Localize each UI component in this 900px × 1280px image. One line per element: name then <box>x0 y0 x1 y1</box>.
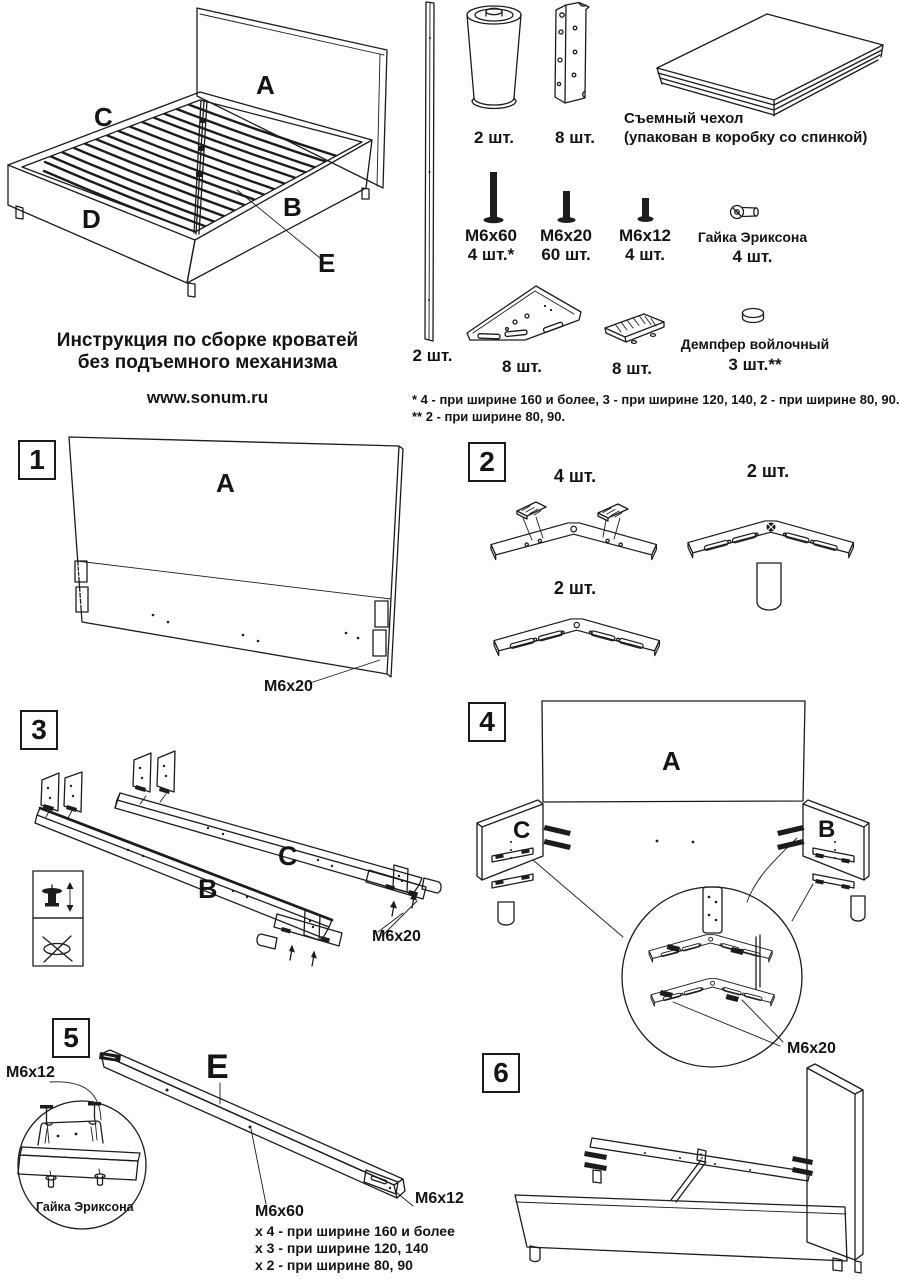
step5-note-line2: х 3 - при ширине 120, 140 <box>255 1240 429 1256</box>
step5-bolt12-left-label: М6х12 <box>6 1064 55 1081</box>
screw-and-leg <box>757 523 781 611</box>
overview-label-d: D <box>82 204 101 234</box>
headboard <box>807 1064 863 1273</box>
cover-part-drawing <box>657 14 883 116</box>
step4-label-a: A <box>662 746 681 776</box>
nut-qty: 4 шт. <box>732 247 773 266</box>
parts-illustrations <box>415 0 900 390</box>
step4-label-c: C <box>513 817 531 844</box>
step-3-number: 3 <box>20 710 58 750</box>
rail-b <box>35 808 342 966</box>
step-1-number: 1 <box>18 440 56 480</box>
step3-label-b: B <box>198 874 218 904</box>
damper-label: Демпфер войлочный <box>680 336 830 352</box>
bolt60-label: М6х60 <box>465 226 517 245</box>
step5-note-title: М6х60 <box>255 1203 304 1220</box>
step-2-number: 2 <box>468 442 506 482</box>
cover-name: Съемный чехол <box>624 110 744 127</box>
leg-part-drawing <box>467 6 521 108</box>
step1-label-a: A <box>216 468 235 498</box>
bolt-m6x20-drawing <box>558 191 576 223</box>
overview-label-c: C <box>94 102 113 132</box>
step5-note-line3: х 2 - при ширине 80, 90 <box>255 1257 413 1273</box>
pad-part-drawing <box>605 314 664 343</box>
side-b <box>803 800 869 921</box>
slat-qty: 2 шт. <box>412 346 453 365</box>
step-6-number: 6 <box>482 1053 520 1093</box>
bolt-m6x12-drawing <box>638 198 654 222</box>
overview-label-b: B <box>283 192 302 222</box>
leg-qty: 2 шт. <box>474 128 514 147</box>
doc-title-line1: Инструкция по сборке кроватей <box>56 330 359 351</box>
footnote-1: * 4 - при ширине 160 и более, 3 - при ширине 120, 140, 2 - при ширине 80, 90. <box>412 392 900 407</box>
step2-qty-4: 4 шт. <box>553 466 597 486</box>
step5-note-line1: х 4 - при ширине 160 и более <box>255 1223 455 1239</box>
damper-part-drawing <box>743 309 764 323</box>
bolt12-qty: 4 шт. <box>625 245 665 264</box>
step5-bolt12-right-label: М6х12 <box>415 1190 464 1207</box>
rail-c-brackets <box>133 751 175 804</box>
step4-label-b: B <box>818 816 836 843</box>
doc-url: www.sonum.ru <box>146 388 269 407</box>
step5-nut-label: Гайка Эриксона <box>36 1200 134 1214</box>
step1-bolt-label: М6х20 <box>264 678 313 695</box>
pad-qty: 8 шт. <box>612 359 652 378</box>
cover-note: (упакован в коробку со спинкой) <box>624 129 868 146</box>
damper-qty: 3 шт.** <box>728 355 782 374</box>
bolt-m6x60-drawing <box>484 172 504 223</box>
doc-title-line2: без подъемного механизма <box>77 352 338 373</box>
slat-part-drawing <box>425 2 434 341</box>
bolt12-label: М6х12 <box>619 226 671 245</box>
bracket-part-drawing <box>555 3 589 104</box>
bolt20-label: М6х20 <box>540 226 592 245</box>
side-c <box>477 800 543 925</box>
leg-height-inset <box>33 871 83 966</box>
step-6-drawing <box>505 1050 900 1280</box>
step3-label-c: C <box>278 841 298 871</box>
footnote-2: ** 2 - при ширине 80, 90. <box>412 409 566 424</box>
corner-detail-circle <box>622 887 802 1067</box>
step2-qty-2-right: 2 шт. <box>746 461 790 481</box>
step-2-drawing <box>460 440 900 670</box>
bolt20-qty: 60 шт. <box>541 245 591 264</box>
bed-overview-drawing <box>0 0 430 315</box>
step-4-drawing <box>465 690 900 1082</box>
step-5-number: 5 <box>52 1018 90 1058</box>
center-beam <box>671 1149 706 1202</box>
step-1-drawing <box>58 430 418 700</box>
front-rail <box>515 1195 847 1262</box>
overview-label-e: E <box>318 248 336 278</box>
step4-bolt-label: М6х20 <box>787 1040 836 1057</box>
erikson-nut-drawing <box>731 206 759 219</box>
step5-label-e: E <box>206 1048 229 1086</box>
overview-label-a: A <box>256 70 275 100</box>
bracket-qty: 8 шт. <box>555 128 595 147</box>
corner-plate-part-drawing <box>467 286 581 340</box>
bolt60-qty: 4 шт.* <box>467 245 515 264</box>
plate-qty: 8 шт. <box>502 357 542 376</box>
step2-qty-2-bottom: 2 шт. <box>553 578 597 598</box>
nut-label: Гайка Эриксона <box>697 229 808 245</box>
step3-bolt-label: М6х20 <box>372 928 421 945</box>
step-4-number: 4 <box>468 702 506 742</box>
